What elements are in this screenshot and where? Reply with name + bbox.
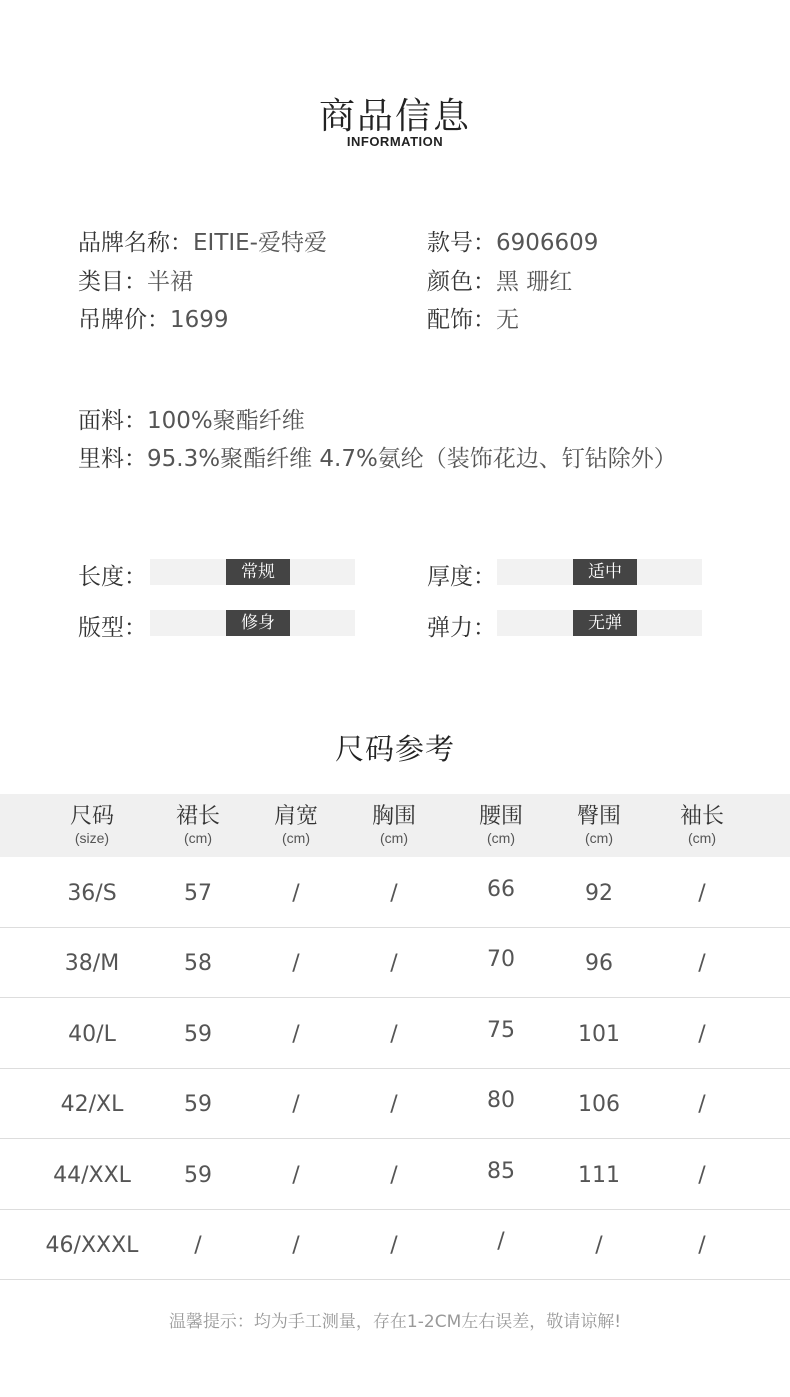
table-cell: 96 [585, 951, 613, 976]
table-cell: 70 [487, 947, 515, 972]
length-tag: 常规 [226, 559, 290, 585]
size-table-header [0, 794, 790, 857]
table-cell: / [390, 1163, 398, 1188]
thickness-label: 厚度： [427, 564, 496, 590]
table-cell: / [292, 1233, 300, 1258]
brand-label: 品牌名称： [78, 230, 193, 256]
table-cell: / [390, 1022, 398, 1047]
table-cell: / [292, 1022, 300, 1047]
size-column-header [339, 794, 449, 857]
style-value: 6906609 [496, 230, 599, 256]
style-label: 款号： [427, 230, 496, 256]
category-row [78, 263, 193, 296]
lining-fabric-label: 里料： [78, 446, 147, 472]
column-unit: (cm) [282, 830, 310, 846]
table-cell: 59 [184, 1022, 212, 1047]
size-column-header [37, 794, 147, 857]
table-cell: / [390, 951, 398, 976]
table-cell: 59 [184, 1163, 212, 1188]
table-cell: 57 [184, 881, 212, 906]
price-value: 1699 [170, 307, 229, 333]
column-name: 尺码 [69, 804, 114, 829]
accessory-value: 无 [496, 307, 519, 333]
table-cell: 59 [184, 1092, 212, 1117]
column-unit: (cm) [688, 830, 716, 846]
table-cell: 36/S [67, 881, 117, 906]
table-cell: / [698, 1233, 706, 1258]
table-cell: 80 [487, 1088, 515, 1113]
table-cell: 58 [184, 951, 212, 976]
brand-row [78, 224, 327, 257]
elasticity-scale [497, 610, 702, 636]
thickness-tag: 适中 [573, 559, 637, 585]
color-label: 颜色： [427, 269, 496, 295]
column-unit: (size) [74, 830, 110, 846]
size-column-header [143, 794, 253, 857]
table-cell: / [390, 1233, 398, 1258]
table-cell: / [292, 1163, 300, 1188]
table-cell: / [292, 881, 300, 906]
length-label: 长度： [78, 564, 147, 590]
table-cell: / [698, 1092, 706, 1117]
length-scale [150, 559, 355, 585]
table-row [0, 1068, 790, 1139]
column-unit: (cm) [380, 830, 408, 846]
table-cell: / [390, 1092, 398, 1117]
table-row [0, 1139, 790, 1210]
thickness-scale [497, 559, 702, 585]
lining-fabric-row [78, 440, 677, 473]
outer-fabric-value: 100%聚酯纤维 [147, 408, 305, 434]
outer-fabric-label: 面料： [78, 408, 147, 434]
column-unit: (cm) [487, 830, 515, 846]
table-cell: 44/XXL [53, 1163, 131, 1188]
category-label: 类目： [78, 269, 147, 295]
column-name: 袖长 [679, 804, 724, 829]
color-value: 黑 珊红 [496, 269, 573, 295]
table-row [0, 857, 790, 928]
table-row [0, 998, 790, 1069]
table-cell: 46/XXXL [45, 1233, 139, 1258]
table-cell: / [292, 951, 300, 976]
brand-value: EITIE-爱特爱 [193, 230, 327, 256]
table-cell: 75 [487, 1018, 515, 1043]
size-column-header [647, 794, 757, 857]
table-cell: / [698, 1163, 706, 1188]
fit-label: 版型： [78, 615, 147, 641]
column-name: 腰围 [478, 804, 523, 829]
column-name: 臀围 [576, 804, 621, 829]
style-row [427, 224, 598, 257]
table-cell: / [292, 1092, 300, 1117]
column-unit: (cm) [585, 830, 613, 846]
table-row [0, 927, 790, 998]
color-row [427, 263, 572, 296]
column-name: 裙长 [175, 804, 220, 829]
elasticity-label: 弹力： [427, 615, 496, 641]
category-value: 半裙 [147, 269, 193, 295]
page-subtitle: INFORMATION [346, 134, 444, 149]
size-column-header [446, 794, 556, 857]
fit-scale [150, 610, 355, 636]
table-cell: / [698, 951, 706, 976]
outer-fabric-row [78, 402, 305, 435]
table-cell: / [497, 1229, 505, 1254]
table-cell: 66 [487, 877, 515, 902]
price-label: 吊牌价： [78, 307, 170, 333]
table-cell: 42/XL [60, 1092, 124, 1117]
table-cell: 40/L [68, 1022, 116, 1047]
size-column-header [544, 794, 654, 857]
table-cell: / [194, 1233, 202, 1258]
column-name: 肩宽 [273, 804, 318, 829]
table-cell: / [698, 1022, 706, 1047]
table-cell: / [390, 881, 398, 906]
accessory-row [427, 301, 519, 334]
column-name: 胸围 [371, 804, 416, 829]
table-cell: 101 [578, 1022, 620, 1047]
measurement-note: 温馨提示：均为手工测量，存在1-2CM左右误差，敬请谅解! [168, 1312, 622, 1332]
table-cell: / [698, 881, 706, 906]
elasticity-tag: 无弹 [573, 610, 637, 636]
lining-fabric-value: 95.3%聚酯纤维 4.7%氨纶（装饰花边、钉钻除外） [147, 446, 677, 472]
table-cell: 92 [585, 881, 613, 906]
fit-tag: 修身 [226, 610, 290, 636]
table-cell: / [595, 1233, 603, 1258]
table-cell: 85 [487, 1159, 515, 1184]
price-row [78, 301, 229, 334]
table-cell: 106 [578, 1092, 620, 1117]
table-row [0, 1209, 790, 1280]
accessory-label: 配饰： [427, 307, 496, 333]
column-unit: (cm) [184, 830, 212, 846]
page-title: 商品信息 [318, 96, 471, 137]
table-cell: 38/M [64, 951, 120, 976]
size-chart-title: 尺码参考 [334, 732, 455, 766]
size-column-header [241, 794, 351, 857]
table-cell: 111 [578, 1163, 620, 1188]
